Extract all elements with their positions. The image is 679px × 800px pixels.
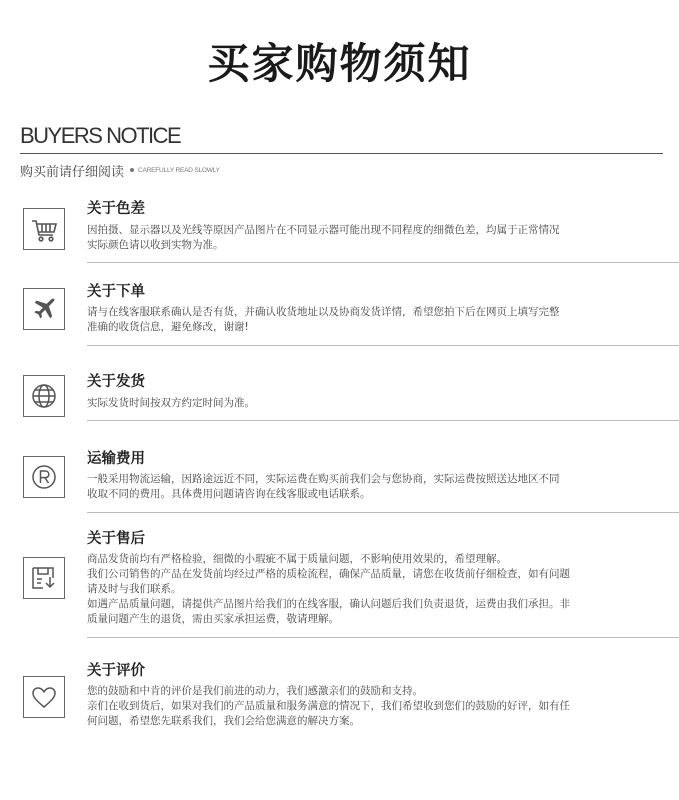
heart-icon [23,676,65,718]
section-divider [87,262,679,263]
section-body: 因拍摄、显示器以及光线等原因产品图片在不同显示器可能出现不同程度的细微色差，均属于正常情况 实际颜色请以收到实物为准。 [87,224,560,251]
section-body: 商品发货前均有严格检验，细微的小瑕疵不属于质量问题，不影响使用效果的，希望理解。 我们公司销售的产品在发货前均经过严格的质检流程，确保产品质量，请您在收货前仔细检查，如有问题 请及时与我们联系。 如遇产品质量问题，请提供产品图片给我们的在线客服，确认问题后我们负责退货，运费由我们承担。非 质量问题产生的退货，需由买家承担运费，敬请理解。 [87,553,570,625]
return-box-icon [23,557,65,599]
section-heading: 关于色差 [87,201,145,217]
page-title: 买家购物须知 [207,39,472,88]
bullet-dot [130,168,134,172]
section-body: 请与在线客服联系确认是否有货，并确认收货地址以及协商发货详情，希望您拍下后在网页上填写完整 准确的收货信息，避免修改，谢谢! [87,306,560,333]
section-heading: 运输费用 [87,451,145,467]
subtitle-en: CAREFULLY READ SLOWLY [138,166,220,174]
subtitle-cn: 购买前请仔细阅读 [20,164,125,180]
section-heading: 关于售后 [87,531,145,547]
section-body: 实际发货时间按双方约定时间为准。 [87,397,255,409]
subtitle [20,160,220,180]
section-body: 您的鼓励和中肯的评价是我们前进的动力，我们感激亲们的鼓励和支持。 亲们在收到货后，如果对我们的产品质量和服务满意的情况下，我们希望收到您们的鼓励的好评，如有任 何问题，希望您先联系我们，我们会给您满意的解决方案。 [87,685,570,727]
section-heading: 关于下单 [87,284,145,300]
english-title: BUYERS NOTICE [20,123,181,148]
section-divider [87,637,679,638]
section-divider [87,420,679,421]
shopping-cart-icon [23,208,65,250]
section-divider [87,345,679,346]
airplane-icon [23,288,65,330]
section-heading: 关于发货 [87,374,145,390]
globe-icon [23,375,65,417]
section-heading: 关于评价 [87,663,145,679]
registered-icon [23,456,65,498]
section-divider [87,512,679,513]
section-body: 一般采用物流运输，因路途远近不同，实际运费在购买前我们会与您协商，实际运费按照送达地区不同 收取不同的费用。具体费用问题请咨询在线客服或电话联系。 [87,473,560,500]
title-divider [20,153,663,154]
